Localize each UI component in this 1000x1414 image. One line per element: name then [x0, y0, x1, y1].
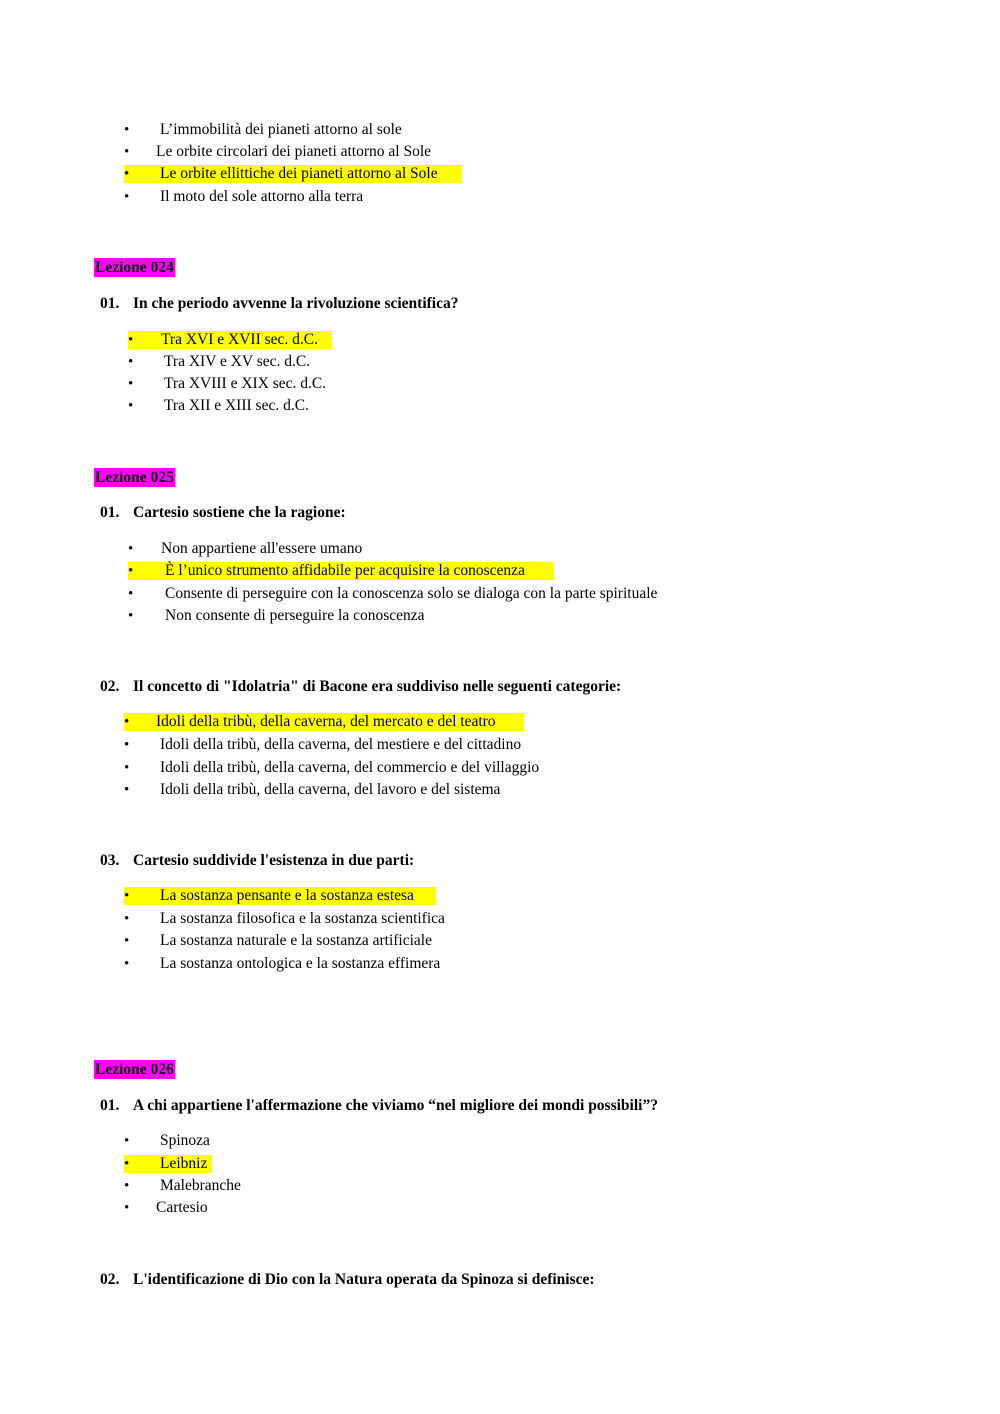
- question-text: Cartesio suddivide l'esistenza in due parti:: [133, 852, 415, 869]
- option-text: Idoli della tribù, della caverna, del mestiere e del cittadino: [160, 736, 522, 753]
- bullet-icon: •: [128, 541, 134, 557]
- bullet-icon: •: [124, 956, 130, 972]
- option-text: L’immobilità dei pianeti attorno al sole: [160, 121, 402, 138]
- bullet-icon: •: [124, 714, 130, 730]
- list-item-highlighted: [124, 165, 461, 183]
- bullet-icon: •: [128, 586, 134, 602]
- lesson-title: Lezione 025: [95, 469, 174, 486]
- question-number: 02.: [100, 678, 120, 695]
- bullet-icon: •: [124, 189, 130, 205]
- question: [100, 677, 621, 696]
- bullet-icon: •: [128, 398, 134, 414]
- list-item-highlighted: [124, 1155, 212, 1173]
- bullet-icon: •: [128, 332, 134, 348]
- question: [100, 1270, 595, 1289]
- bullet-icon: •: [124, 1156, 130, 1172]
- option-text: La sostanza filosofica e la sostanza scientifica: [160, 910, 445, 927]
- bullet-icon: •: [124, 144, 130, 160]
- option-text: La sostanza naturale e la sostanza artificiale: [160, 932, 432, 949]
- question-text: In che periodo avvenne la rivoluzione scientifica?: [133, 295, 459, 312]
- question-number: 01.: [100, 1097, 120, 1114]
- bullet-icon: •: [124, 1178, 130, 1194]
- list-item-highlighted: [124, 713, 524, 731]
- option-text: Le orbite ellittiche dei pianeti attorno al Sole: [160, 165, 438, 182]
- list-item-highlighted: [124, 887, 436, 905]
- option-text: Tra XVI e XVII sec. d.C.: [161, 331, 318, 348]
- bullet-icon: •: [124, 933, 130, 949]
- option-text: La sostanza ontologica e la sostanza effimera: [160, 955, 441, 972]
- question-text: L'identificazione di Dio con la Natura operata da Spinoza si definisce:: [133, 1271, 595, 1288]
- option-text: È l’unico strumento affidabile per acquisire la conoscenza: [165, 562, 525, 579]
- option-text: Idoli della tribù, della caverna, del mercato e del teatro: [156, 713, 496, 730]
- list-item-highlighted: [128, 331, 331, 349]
- question: [100, 851, 414, 870]
- option-text: La sostanza pensante e la sostanza estesa: [160, 887, 414, 904]
- bullet-icon: •: [128, 354, 134, 370]
- bullet-icon: •: [124, 1133, 130, 1149]
- lesson-title: Lezione 024: [95, 259, 174, 276]
- option-text: Consente di perseguire con la conoscenza solo se dialoga con la parte spirituale: [165, 585, 658, 602]
- question-number: 02.: [100, 1271, 120, 1288]
- option-text: Tra XVIII e XIX sec. d.C.: [164, 375, 327, 392]
- list-item-highlighted: [128, 562, 554, 580]
- option-text: Il moto del sole attorno alla terra: [160, 188, 364, 205]
- option-text: Tra XIV e XV sec. d.C.: [164, 353, 311, 370]
- question-number: 01.: [100, 504, 120, 521]
- bullet-icon: •: [124, 782, 130, 798]
- bullet-icon: •: [128, 376, 134, 392]
- option-text: Non consente di perseguire la conoscenza: [165, 607, 425, 624]
- question: [100, 294, 458, 313]
- bullet-icon: •: [124, 888, 130, 904]
- bullet-icon: •: [124, 166, 130, 182]
- option-text: Leibniz: [160, 1155, 208, 1172]
- option-text: Tra XII e XIII sec. d.C.: [164, 397, 309, 414]
- option-text: Idoli della tribù, della caverna, del lavoro e del sistema: [160, 781, 501, 798]
- bullet-icon: •: [124, 1200, 130, 1216]
- question-text: Il concetto di "Idolatria" di Bacone era suddiviso nelle seguenti categorie:: [133, 678, 622, 695]
- option-text: Spinoza: [160, 1132, 210, 1149]
- bullet-icon: •: [124, 911, 130, 927]
- question-number: 03.: [100, 852, 120, 869]
- bullet-icon: •: [124, 737, 130, 753]
- option-text: Malebranche: [160, 1177, 241, 1194]
- question: [100, 503, 346, 522]
- question-text: Cartesio sostiene che la ragione:: [133, 504, 346, 521]
- option-text: Non appartiene all'essere umano: [161, 540, 363, 557]
- option-text: Idoli della tribù, della caverna, del commercio e del villaggio: [160, 759, 540, 776]
- question-text: A chi appartiene l'affermazione che viviamo “nel migliore dei mondi possibili”?: [133, 1097, 658, 1114]
- bullet-icon: •: [128, 563, 134, 579]
- bullet-icon: •: [124, 122, 130, 138]
- option-text: Le orbite circolari dei pianeti attorno al Sole: [156, 143, 432, 160]
- question-number: 01.: [100, 295, 120, 312]
- question: [100, 1096, 658, 1115]
- bullet-icon: •: [124, 760, 130, 776]
- lesson-title: Lezione 026: [95, 1061, 174, 1078]
- bullet-icon: •: [128, 608, 134, 624]
- option-text: Cartesio: [156, 1199, 208, 1216]
